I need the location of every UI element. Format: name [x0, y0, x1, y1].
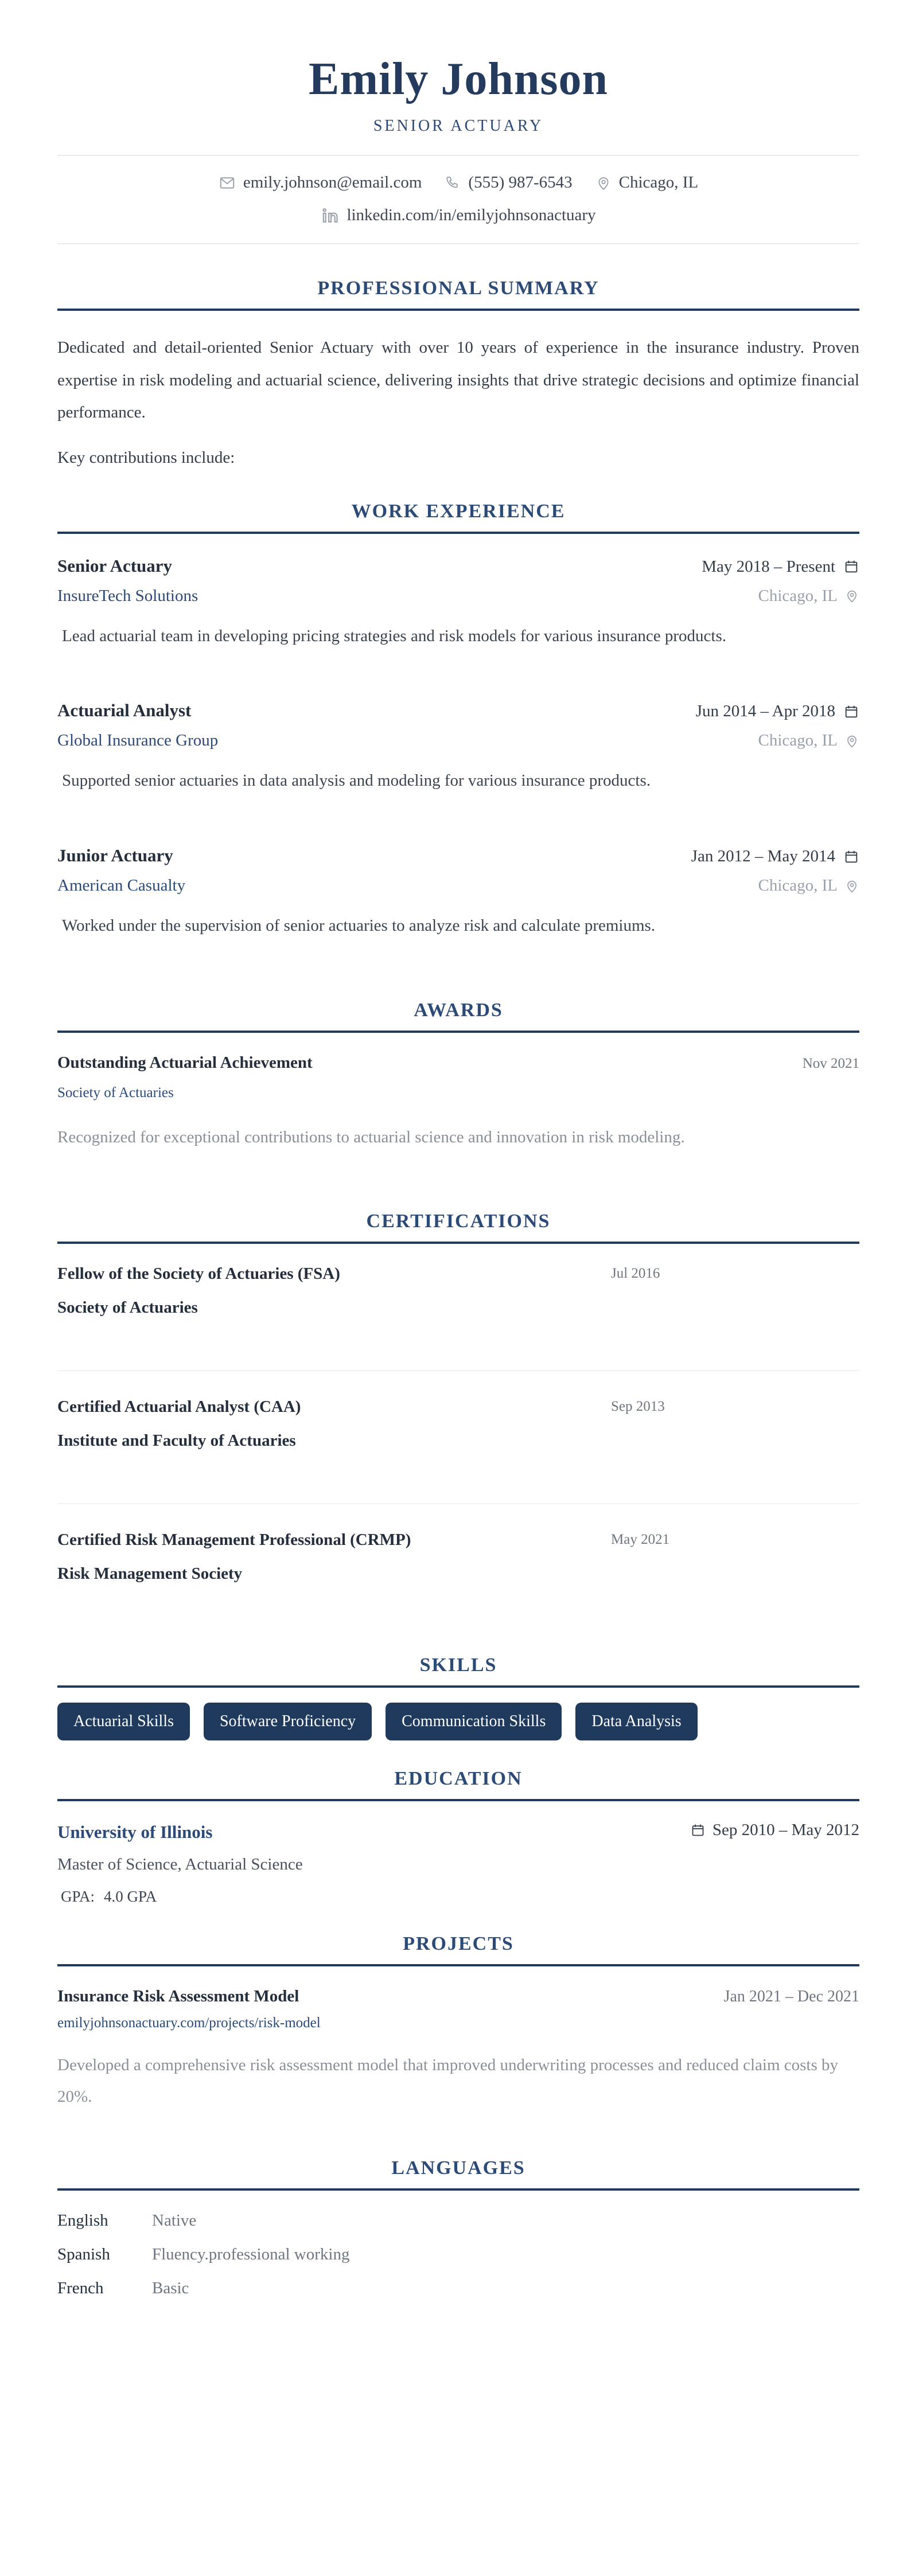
education-gpa: [57, 1888, 859, 1906]
section-work-experience: [57, 501, 859, 940]
language-row: [57, 2245, 859, 2264]
certification-issuer: Risk Management Society: [57, 1564, 243, 1583]
contact-phone: [445, 173, 572, 192]
location-pin-icon: [844, 879, 859, 893]
project-dates: Jan 2021 – Dec 2021: [723, 1987, 859, 2005]
award-entry: [57, 1053, 859, 1150]
header-divider-bottom: [57, 243, 859, 244]
skill-badge: Actuarial Skills: [57, 1703, 190, 1740]
contact-email[interactable]: [219, 173, 422, 192]
summary-heading: PROFESSIONAL SUMMARY: [317, 278, 599, 299]
job-title: Junior Actuary: [57, 845, 173, 866]
job-dates: [702, 557, 859, 576]
languages-table: [57, 2211, 859, 2298]
job-title: Actuarial Analyst: [57, 700, 192, 721]
contact-location-text: Chicago, IL: [618, 173, 699, 192]
education-entry: [57, 1821, 859, 1906]
section-awards: [57, 1000, 859, 1150]
job-location-text: Chicago, IL: [758, 731, 838, 750]
certification-date: May 2021: [611, 1531, 670, 1547]
email-icon: [219, 174, 236, 192]
awards-heading-rule: [57, 1031, 859, 1033]
contact-linkedin[interactable]: [321, 206, 595, 225]
skills-heading: SKILLS: [419, 1654, 497, 1676]
job-company: InsureTech Solutions: [57, 586, 198, 605]
education-heading: EDUCATION: [394, 1767, 523, 1789]
job-location: [758, 876, 859, 895]
header-divider-top: [57, 155, 859, 156]
education-degree: Master of Science, Actuarial Science: [57, 1855, 303, 1874]
job-location: [758, 731, 859, 750]
section-professional-summary: [57, 278, 859, 467]
award-date: Nov 2021: [802, 1056, 859, 1072]
project-description: Developed a comprehensive risk assessment model that improved underwriting processes and reduced claim costs by 20%.: [57, 2055, 839, 2106]
job-dates: [691, 847, 859, 866]
summary-key-line: Key contributions include:: [57, 448, 235, 467]
language-level: Fluency.professional working: [152, 2245, 350, 2263]
certification-title: Certified Risk Management Professional (CRMP): [57, 1530, 411, 1549]
job-location-text: Chicago, IL: [758, 876, 838, 895]
languages-heading-rule: [57, 2188, 859, 2191]
certification-issuer: Society of Actuaries: [57, 1298, 198, 1317]
contact-row-secondary: [57, 206, 859, 225]
language-row: [57, 2279, 859, 2298]
gpa-value: 4.0 GPA: [104, 1887, 157, 1905]
award-description: Recognized for exceptional contributions to actuarial science and innovation in risk modeling.: [57, 1128, 685, 1147]
job-dates-text: Jan 2012 – May 2014: [691, 847, 835, 866]
skill-badge: Software Proficiency: [204, 1703, 372, 1740]
awards-heading: AWARDS: [414, 1000, 503, 1021]
linkedin-icon: [321, 206, 339, 225]
job-description: Supported senior actuaries in data analysis and modeling for various insurance products.: [62, 771, 651, 790]
certification-title: Certified Actuarial Analyst (CAA): [57, 1397, 301, 1416]
award-issuer: Society of Actuaries: [57, 1085, 174, 1101]
person-job-title: SENIOR ACTUARY: [373, 117, 544, 135]
education-dates: [690, 1821, 859, 1840]
location-pin-icon: [595, 175, 612, 191]
job-company: Global Insurance Group: [57, 731, 219, 750]
gpa-label: GPA:: [61, 1887, 95, 1905]
contact-linkedin-text: linkedin.com/in/emilyjohnsonactuary: [347, 206, 596, 224]
language-row: [57, 2211, 859, 2230]
calendar-icon: [843, 704, 859, 720]
certification-title: Fellow of the Society of Actuaries (FSA): [57, 1264, 340, 1283]
location-pin-icon: [844, 733, 859, 748]
work-heading-rule: [57, 532, 859, 534]
contact-location: [595, 173, 699, 192]
language-name: Spanish: [57, 2245, 110, 2263]
job-entry: [57, 556, 859, 650]
job-dates-text: May 2018 – Present: [702, 557, 835, 576]
job-location: [758, 587, 859, 606]
job-description: Worked under the supervision of senior actuaries to analyze risk and calculate premiums.: [62, 916, 656, 935]
job-entry: [57, 845, 859, 940]
location-pin-icon: [844, 588, 859, 603]
certifications-heading: CERTIFICATIONS: [366, 1210, 551, 1232]
education-school: University of Illinois: [57, 1821, 213, 1842]
job-company: American Casualty: [57, 876, 186, 895]
contact-phone-text: (555) 987-6543: [468, 173, 573, 192]
certification-issuer: Institute and Faculty of Actuaries: [57, 1431, 296, 1450]
certification-entry: [57, 1370, 859, 1477]
section-projects: [57, 1933, 859, 2113]
language-level: Basic: [152, 2278, 189, 2297]
calendar-icon: [843, 849, 859, 865]
job-title: Senior Actuary: [57, 555, 173, 576]
person-name: Emily Johnson: [308, 54, 609, 104]
job-dates-text: Jun 2014 – Apr 2018: [695, 702, 835, 721]
summary-heading-rule: [57, 309, 859, 311]
education-heading-rule: [57, 1799, 859, 1801]
education-dates-text: Sep 2010 – May 2012: [712, 1820, 859, 1839]
phone-icon: [445, 175, 461, 191]
language-name: English: [57, 2211, 108, 2230]
section-languages: [57, 2157, 859, 2298]
calendar-icon: [843, 559, 859, 575]
summary-paragraph: Dedicated and detail-oriented Senior Actuary with over 10 years of experience in the insurance industry. Proven expertise in risk modeling and actuarial science, delivering insights that drive strategic decisions and optimize financial performance.: [57, 338, 859, 422]
award-title: Outstanding Actuarial Achievement: [57, 1053, 313, 1072]
section-skills: [57, 1654, 859, 1740]
certifications-heading-rule: [57, 1242, 859, 1244]
language-level: Native: [152, 2211, 197, 2230]
contact-email-text: emily.johnson@email.com: [243, 173, 422, 192]
job-entry: [57, 700, 859, 795]
project-link[interactable]: emilyjohnsonactuary.com/projects/risk-model: [57, 2015, 321, 2031]
resume-header: [57, 55, 859, 244]
languages-heading: LANGUAGES: [391, 2157, 525, 2179]
language-name: French: [57, 2278, 104, 2297]
job-description: Lead actuarial team in developing pricing strategies and risk models for various insurance products.: [62, 626, 727, 645]
contact-info: [57, 173, 859, 225]
project-entry: [57, 1987, 859, 2113]
job-dates: [696, 702, 859, 721]
skills-pill-row: [57, 1703, 859, 1740]
certification-date: Sep 2013: [611, 1398, 665, 1414]
contact-row-primary: [57, 173, 859, 192]
job-location-text: Chicago, IL: [758, 586, 838, 605]
project-title: Insurance Risk Assessment Model: [57, 1986, 299, 2005]
certification-entry: [57, 1264, 859, 1344]
certification-entry: [57, 1503, 859, 1610]
calendar-icon: [690, 1822, 706, 1838]
certification-date: Jul 2016: [611, 1265, 660, 1281]
skill-badge: Data Analysis: [575, 1703, 697, 1740]
projects-heading-rule: [57, 1964, 859, 1966]
skill-badge: Communication Skills: [386, 1703, 562, 1740]
projects-heading: PROJECTS: [403, 1933, 514, 1954]
section-education: [57, 1768, 859, 1906]
section-certifications: [57, 1211, 859, 1610]
work-heading: WORK EXPERIENCE: [351, 500, 566, 522]
skills-heading-rule: [57, 1685, 859, 1688]
